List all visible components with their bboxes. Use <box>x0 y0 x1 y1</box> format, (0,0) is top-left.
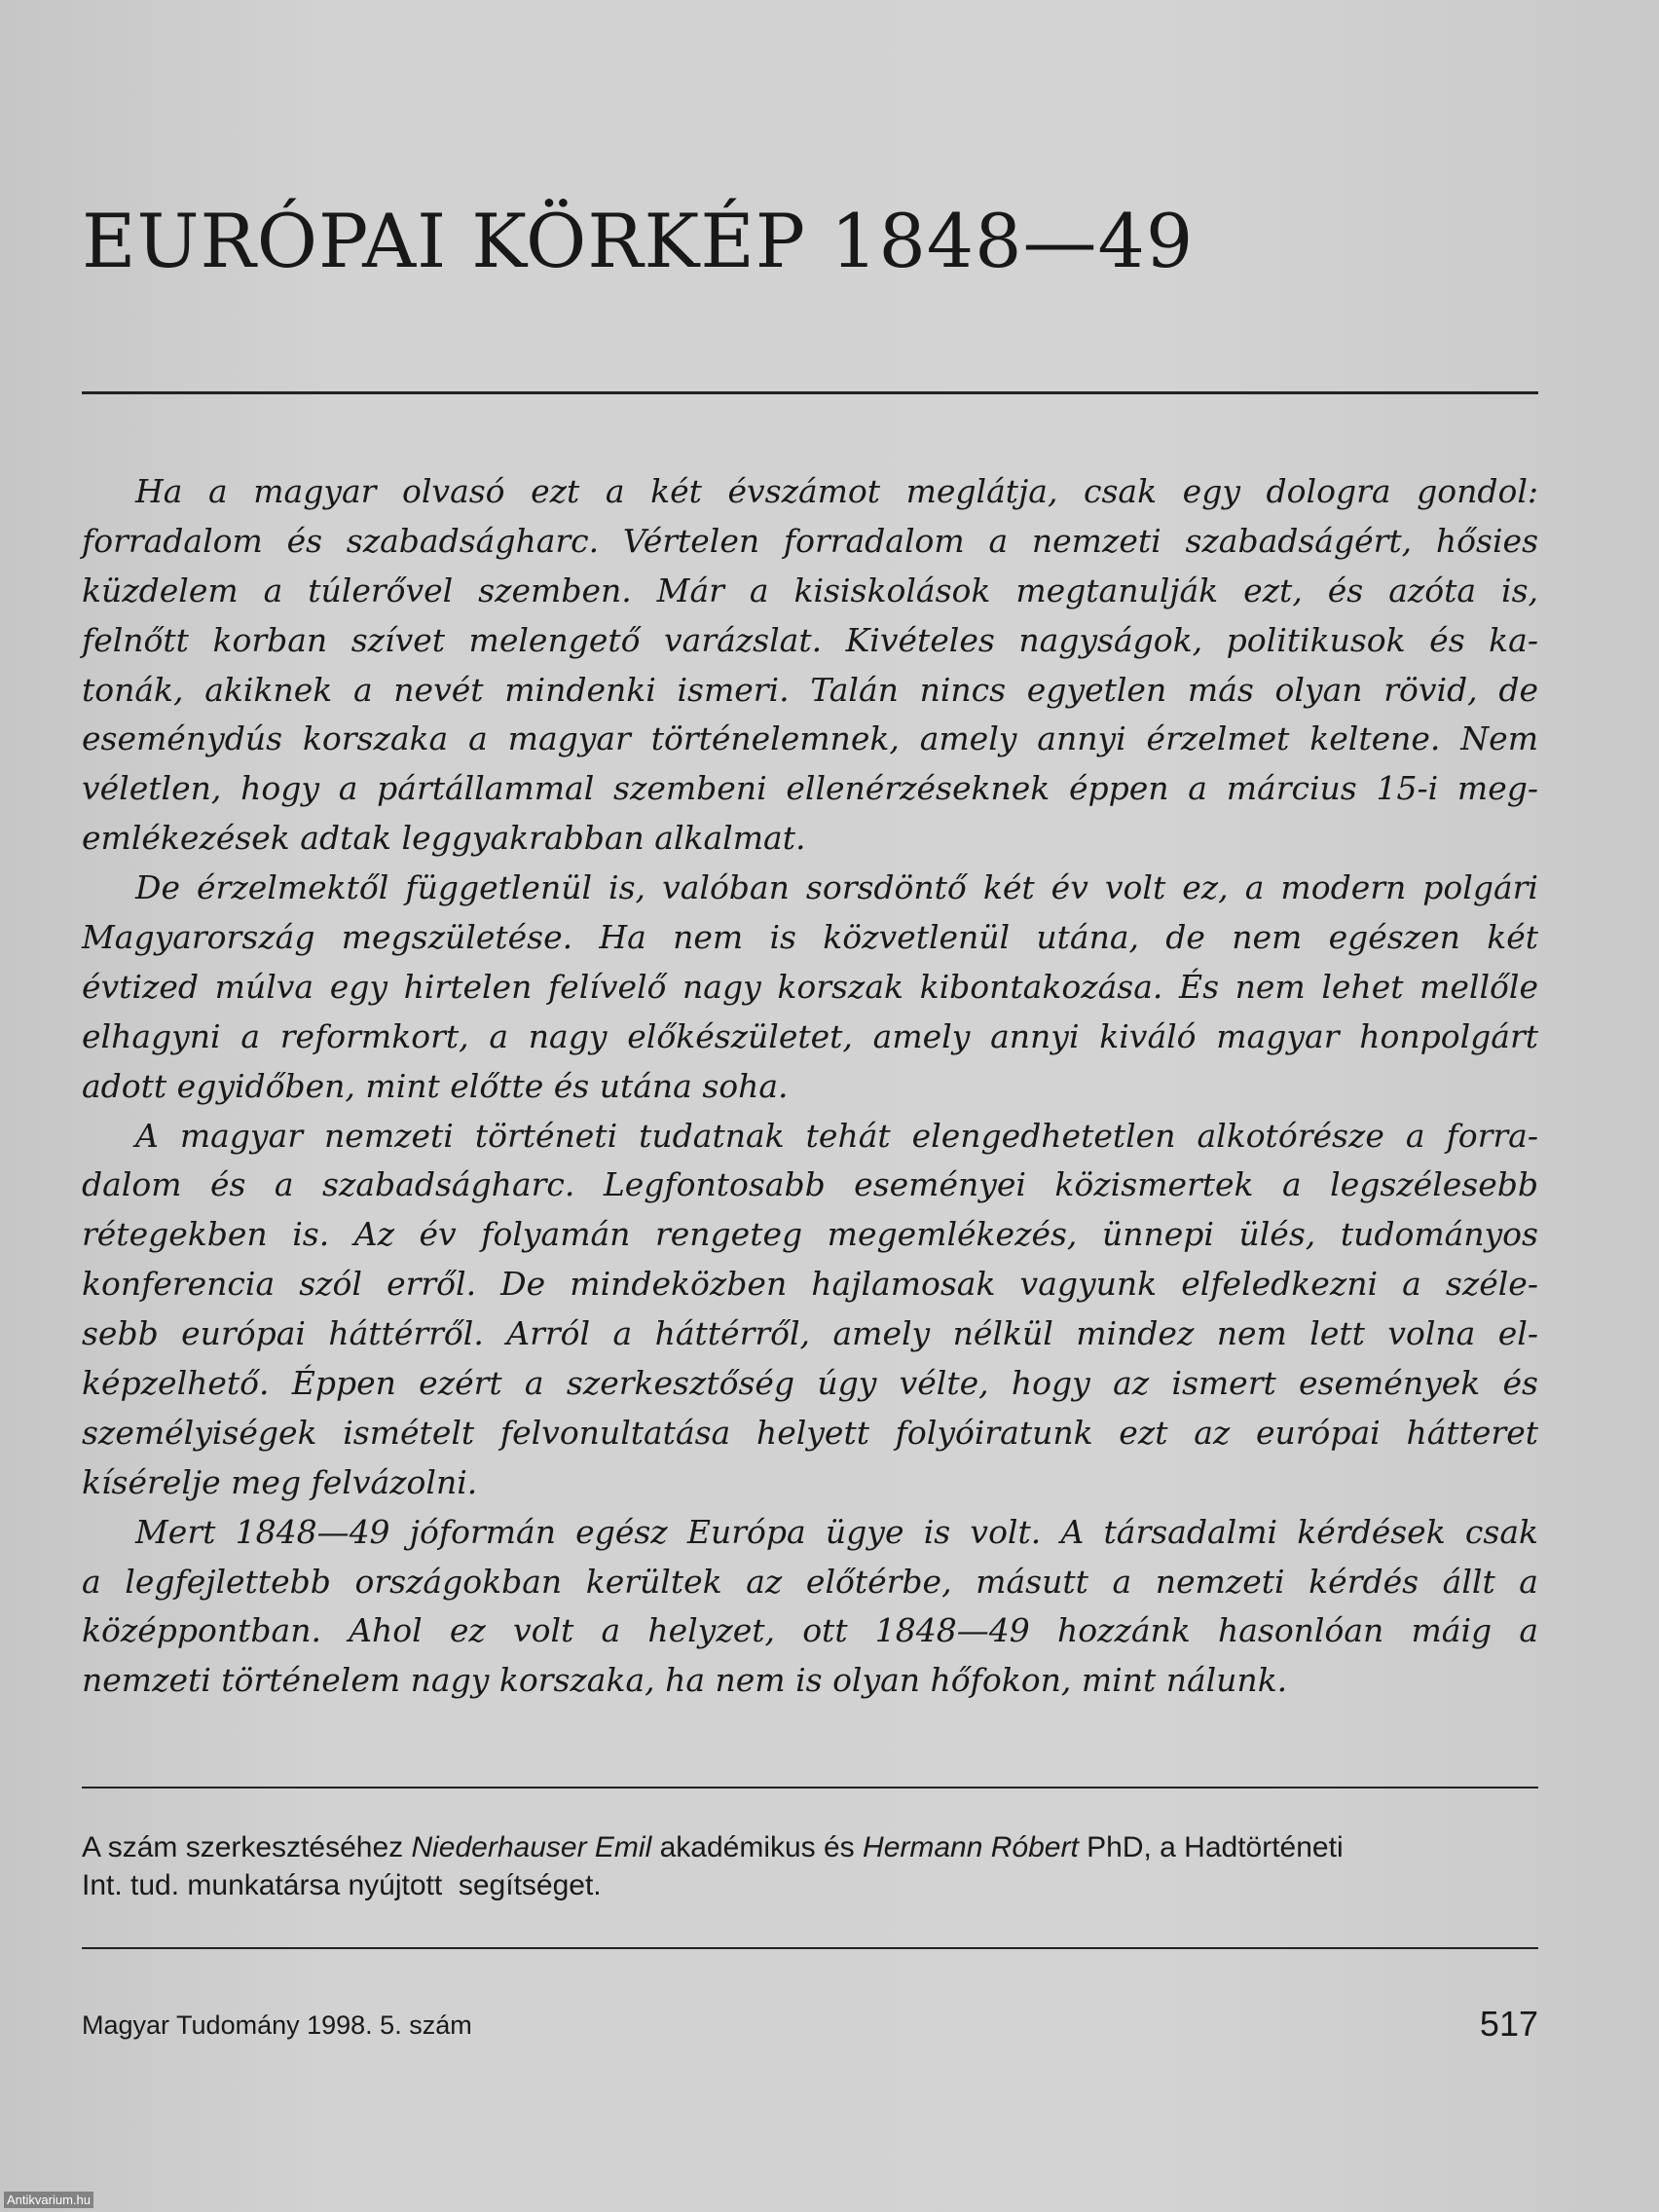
page-number: 517 <box>1479 2004 1538 2044</box>
credit-top-rule <box>82 1787 1538 1788</box>
text-line: véletlen, hogy a pártállammal szembeni ellenérzéseknek éppen a március 15-i meg- <box>82 769 1538 808</box>
editorial-credit <box>82 1828 1542 1904</box>
text-line: Mert 1848—49 jóformán egész Európa ügye is volt. A társadalmi kérdések csak <box>135 1512 1538 1551</box>
text-line: felnőtt korban szívet melengető varázslat. Kivételes nagyságok, politikusok és ka- <box>82 620 1538 659</box>
text-line: dalom és a szabadságharc. Legfontosabb eseményei közismertek a legszélesebb <box>82 1165 1538 1204</box>
text-line: sebb európai háttérről. Arról a háttérről, amely nélkül mindez nem lett volna el- <box>82 1314 1538 1353</box>
text-line: küzdelem a túlerővel szemben. Már a kisiskolások megtanulják ezt, és azóta is, <box>82 571 1538 609</box>
credit-name: Hermann Róbert <box>863 1831 1079 1863</box>
credit-text: A szám szerkesztéséhez <box>82 1831 412 1863</box>
credit-line-1 <box>82 1828 1542 1866</box>
journal-footer: Magyar Tudomány 1998. 5. szám <box>82 2010 472 2040</box>
article-title: EURÓPAI KÖRKÉP 1848—49 <box>82 198 1195 284</box>
text-line: tonák, akiknek a nevét mindenki ismeri. Talán nincs egyetlen más olyan rövid, de <box>82 670 1538 709</box>
credit-line-2: Int. tud. munkatársa nyújtott segítséget. <box>82 1869 602 1901</box>
text-line: forradalom és szabadságharc. Vértelen forradalom a nemzeti szabadságért, hősies <box>82 521 1538 560</box>
text-line: emlékezések adtak leggyakrabban alkalmat. <box>82 819 806 858</box>
text-line: De érzelmektől függetlenül is, valóban sorsdöntő két év volt ez, a modern polgári <box>135 868 1538 907</box>
text-line: a legfejlettebb országokban kerültek az előtérbe, másutt a nemzeti kérdés állt a <box>82 1562 1538 1601</box>
text-line: középpontban. Ahol ez volt a helyzet, ott 1848—49 hozzánk hasonlóan máig a <box>82 1611 1538 1650</box>
text-line: adott egyidőben, mint előtte és utána soha. <box>82 1066 789 1105</box>
text-line: Ha a magyar olvasó ezt a két évszámot meglátja, csak egy dologra gondol: <box>135 472 1538 510</box>
text-line: képzelhető. Éppen ezért a szerkesztőség úgy vélte, hogy az ismert események és <box>82 1364 1538 1403</box>
title-rule <box>82 391 1538 394</box>
text-line: konferencia szól erről. De mindeközben hajlamosak vagyunk elfeledkezni a széle- <box>82 1265 1538 1304</box>
text-line: személyiségek ismételt felvonultatása helyett folyóiratunk ezt az európai hátteret <box>82 1413 1538 1452</box>
article-body <box>82 467 1538 1706</box>
credit-text: PhD, a Hadtörténeti <box>1078 1831 1344 1863</box>
text-line: eseménydús korszaka a magyar történelemnek, amely annyi érzelmet keltene. Nem <box>82 719 1538 758</box>
credit-text: akadémikus és <box>651 1831 864 1863</box>
text-line: nemzeti történelem nagy korszaka, ha nem is olyan hőfokon, mint nálunk. <box>82 1661 1288 1700</box>
credit-bottom-rule <box>82 1947 1538 1949</box>
text-line: évtized múlva egy hirtelen felívelő nagy korszak kibontakozása. És nem lehet mellőle <box>82 967 1538 1006</box>
text-line: rétegekben is. Az év folyamán rengeteg megemlékezés, ünnepi ülés, tudományos <box>82 1215 1538 1254</box>
text-line: A magyar nemzeti történeti tudatnak tehát elengedhetetlen alkotórésze a forra- <box>135 1116 1538 1155</box>
text-line: elhagyni a reformkort, a nagy előkészületet, amely annyi kiváló magyar honpolgárt <box>82 1016 1538 1055</box>
watermark: Antikvarium.hu <box>4 2192 93 2208</box>
text-line: kísérelje meg felvázolni. <box>82 1462 478 1501</box>
text-line: Magyarország megszületése. Ha nem is közvetlenül utána, de nem egészen két <box>82 918 1538 957</box>
credit-name: Niederhauser Emil <box>411 1831 652 1863</box>
